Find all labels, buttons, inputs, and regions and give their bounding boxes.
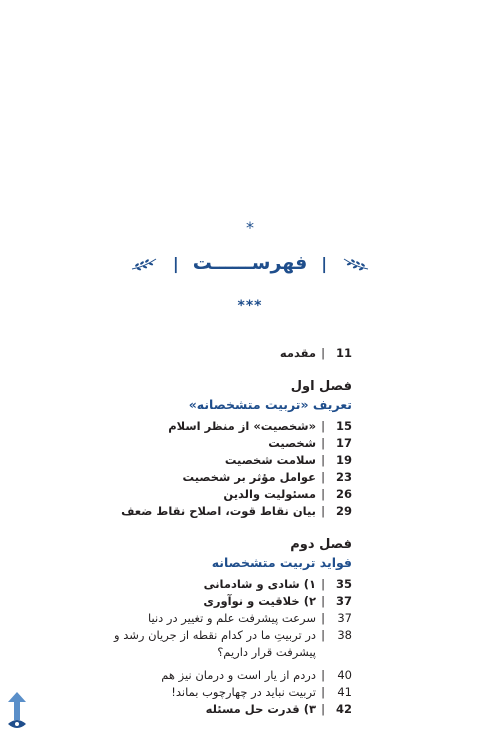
toc-entry-label: دردم از یار است و درمان نیز هم bbox=[161, 668, 316, 682]
toc-entry[interactable] bbox=[102, 593, 352, 610]
toc-entry[interactable] bbox=[102, 684, 352, 701]
toc-page-number: 17 bbox=[335, 436, 352, 450]
chapter-subtitle: فواید تربیت متشخصانه bbox=[211, 555, 352, 570]
toc-entry-label: شخصیت bbox=[268, 436, 316, 450]
toc-separator: | bbox=[321, 702, 325, 716]
toc-entry-label: مقدمه bbox=[279, 346, 316, 360]
page-title: فهرســــــت bbox=[192, 252, 308, 274]
toc-entry[interactable] bbox=[102, 435, 352, 452]
laurel-right-icon bbox=[341, 253, 371, 273]
toc-separator: | bbox=[321, 577, 325, 591]
decorative-star: * bbox=[246, 218, 254, 237]
toc-separator: | bbox=[321, 436, 325, 450]
title-separator-right: | bbox=[321, 253, 328, 273]
toc-entry[interactable] bbox=[102, 503, 352, 520]
toc-entry-label: ۳) قدرت حل مسئله bbox=[205, 702, 316, 716]
toc-entry[interactable] bbox=[102, 576, 352, 593]
toc-entry-label: سرعت پیشرفت علم و تغییر در دنیا bbox=[147, 611, 316, 625]
toc-entry-label: ۲) خلاقیت و نوآوری bbox=[203, 594, 316, 608]
toc-page-number: 15 bbox=[335, 419, 352, 433]
table-of-contents bbox=[102, 345, 352, 718]
toc-entry-label: «شخصیت» از منظر اسلام bbox=[168, 419, 316, 433]
toc-page-number: 19 bbox=[335, 453, 352, 467]
toc-page-number: 37 bbox=[335, 594, 352, 608]
toc-separator: | bbox=[321, 685, 325, 699]
toc-page-number: 29 bbox=[335, 504, 352, 518]
chapter-heading: فصل اول bbox=[290, 379, 352, 394]
title-separator-left: | bbox=[172, 253, 179, 273]
chapter-subtitle: تعریف «تربیت متشخصانه» bbox=[188, 397, 352, 412]
toc-entry-intro[interactable] bbox=[102, 345, 352, 362]
toc-page-number: 26 bbox=[335, 487, 352, 501]
toc-separator: | bbox=[321, 594, 325, 608]
toc-header bbox=[0, 252, 500, 274]
toc-separator: | bbox=[321, 346, 325, 360]
toc-separator: | bbox=[321, 470, 325, 484]
toc-page-number: 40 bbox=[337, 668, 352, 682]
toc-separator: | bbox=[321, 419, 325, 433]
toc-entry-label: مسئولیت والدین bbox=[223, 487, 316, 501]
toc-page-number: 37 bbox=[337, 611, 352, 625]
toc-separator: | bbox=[321, 611, 325, 625]
toc-entry[interactable] bbox=[102, 486, 352, 503]
toc-entry-label: سلامت شخصیت bbox=[224, 453, 316, 467]
toc-page-number: 35 bbox=[335, 577, 352, 591]
toc-entry[interactable] bbox=[102, 469, 352, 486]
toc-entry-label: عوامل مؤثر بر شخصیت bbox=[182, 470, 316, 484]
toc-entry-label: بیان نقاط قوت، اصلاح نقاط ضعف bbox=[121, 504, 316, 518]
toc-separator: | bbox=[321, 487, 325, 501]
toc-separator: | bbox=[321, 504, 325, 518]
toc-entry[interactable] bbox=[102, 627, 352, 661]
toc-entry[interactable] bbox=[102, 418, 352, 435]
toc-separator: | bbox=[321, 453, 325, 467]
toc-page-number: 41 bbox=[337, 685, 352, 699]
toc-entry[interactable] bbox=[102, 452, 352, 469]
publisher-logo-icon bbox=[4, 690, 30, 734]
decorative-stars: *** bbox=[237, 298, 263, 314]
toc-page-number: 38 bbox=[337, 628, 352, 642]
toc-entry[interactable] bbox=[102, 701, 352, 718]
toc-page-number: 42 bbox=[335, 702, 352, 716]
toc-entry-label: ۱) شادی و شادمانی bbox=[203, 577, 316, 591]
laurel-left-icon bbox=[129, 253, 159, 273]
toc-page-number: 11 bbox=[335, 346, 352, 360]
toc-entry-label: در تربیتِ ما در کدام نقطه از جریان رشد و پیشرفت قرار داریم؟ bbox=[114, 628, 316, 659]
toc-entry[interactable] bbox=[102, 667, 352, 684]
toc-page-number: 23 bbox=[335, 470, 352, 484]
chapter-heading: فصل دوم bbox=[290, 537, 352, 552]
toc-separator: | bbox=[321, 628, 325, 642]
toc-separator: | bbox=[321, 668, 325, 682]
toc-entry[interactable] bbox=[102, 610, 352, 627]
toc-entry-label: تربیت نباید در چهارچوب بماند! bbox=[171, 685, 316, 699]
